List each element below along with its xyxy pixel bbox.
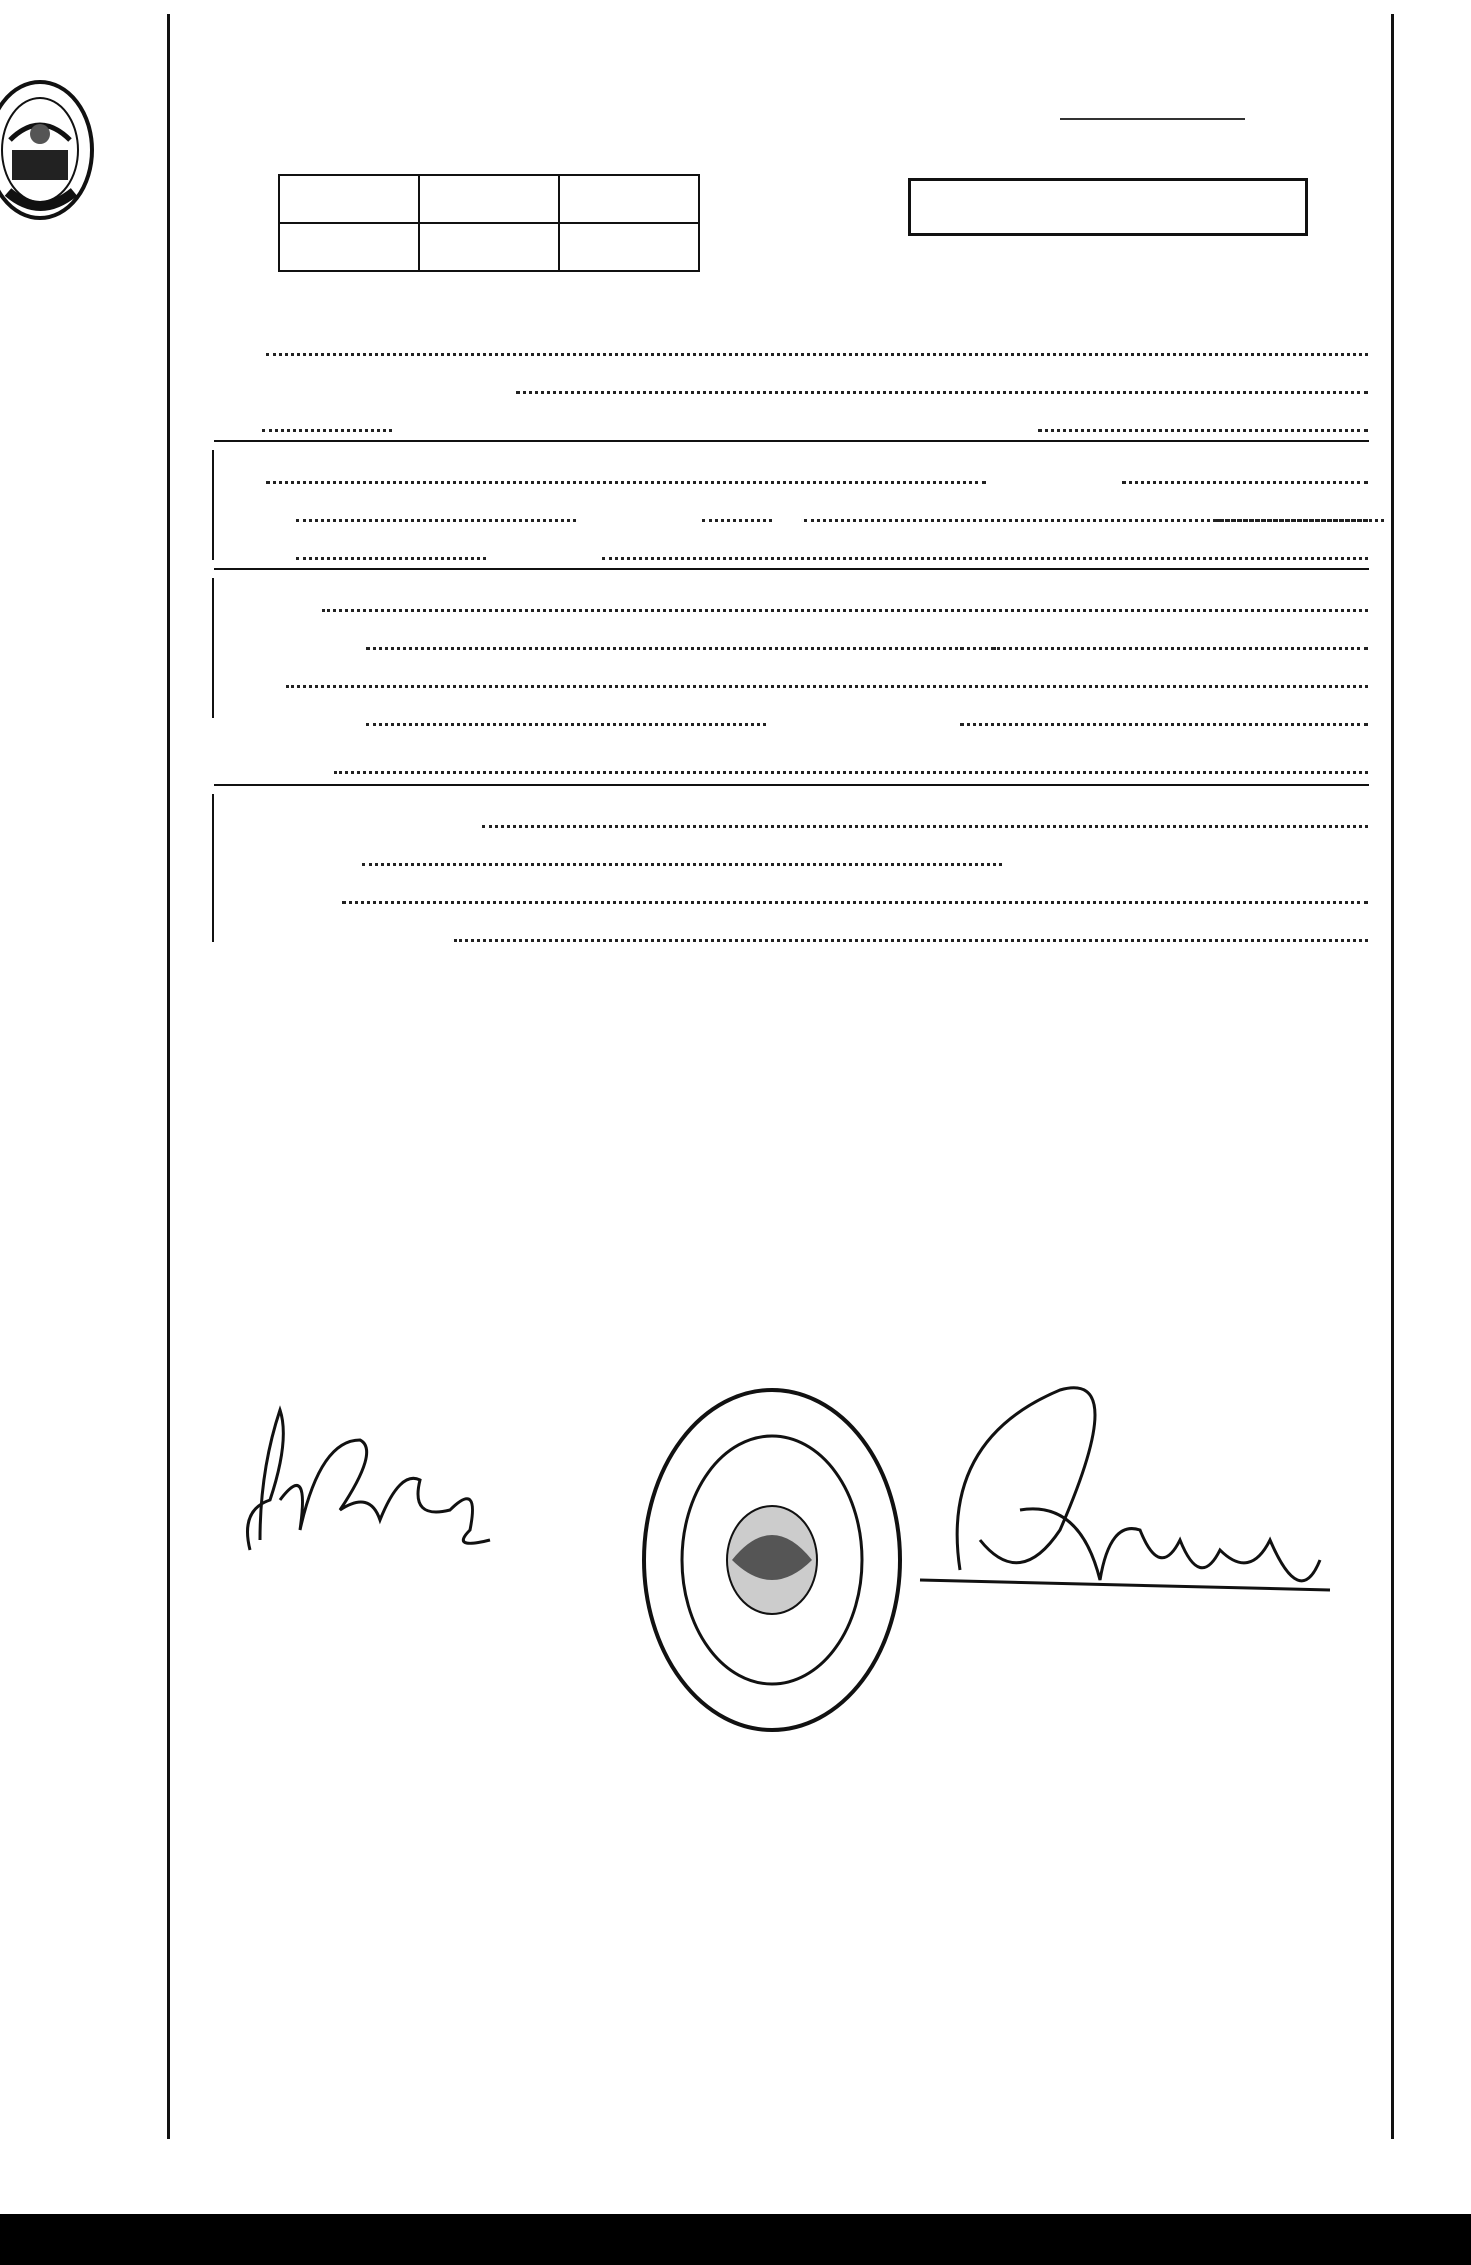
registry-value-tomo (279, 223, 419, 271)
row-obra (226, 908, 1368, 946)
row-date (226, 360, 1368, 398)
nacido-bracket (212, 450, 214, 560)
registry-header-anio (559, 175, 699, 223)
separator-2 (214, 568, 1369, 570)
separator-3 (214, 784, 1369, 786)
row-mother (226, 654, 1368, 692)
row-apellido (226, 740, 1368, 778)
left-margin-line (167, 14, 170, 2139)
row-sex-birthdate (226, 488, 1368, 526)
right-margin-line (1391, 14, 1394, 2139)
declarante-bracket (212, 794, 214, 942)
official-signature (900, 1380, 1340, 1660)
sticker-barcode (356, 1190, 716, 1256)
registry-table-header-row (279, 175, 699, 223)
row-certificado (226, 794, 1368, 832)
serial-underline (1060, 118, 1245, 120)
registry-header-tomo (279, 175, 419, 223)
sticker-pattern-bottom (226, 1256, 826, 1290)
row-domicilio (226, 870, 1368, 908)
separator-1 (214, 440, 1369, 442)
registry-value-anio (559, 223, 699, 271)
registry-header-acta (419, 175, 559, 223)
row-time-place (226, 526, 1368, 564)
footer-bar (0, 2214, 1471, 2265)
province-seal-logo (0, 70, 96, 230)
row-place (226, 322, 1368, 360)
padres-bracket (212, 578, 214, 718)
row-name (226, 450, 1368, 488)
official-stamp (632, 1380, 912, 1740)
registry-table (278, 174, 700, 272)
row-mother-doc (226, 692, 1368, 730)
sticker-pattern-top (226, 1038, 826, 1108)
registry-value-acta (419, 223, 559, 271)
declarant-signature (220, 1400, 500, 1580)
row-father-doc (226, 616, 1368, 654)
registry-table-value-row (279, 223, 699, 271)
row-year (226, 398, 1368, 436)
row-father (226, 578, 1368, 616)
act-type-box (908, 178, 1308, 236)
row-declarante (226, 832, 1368, 870)
